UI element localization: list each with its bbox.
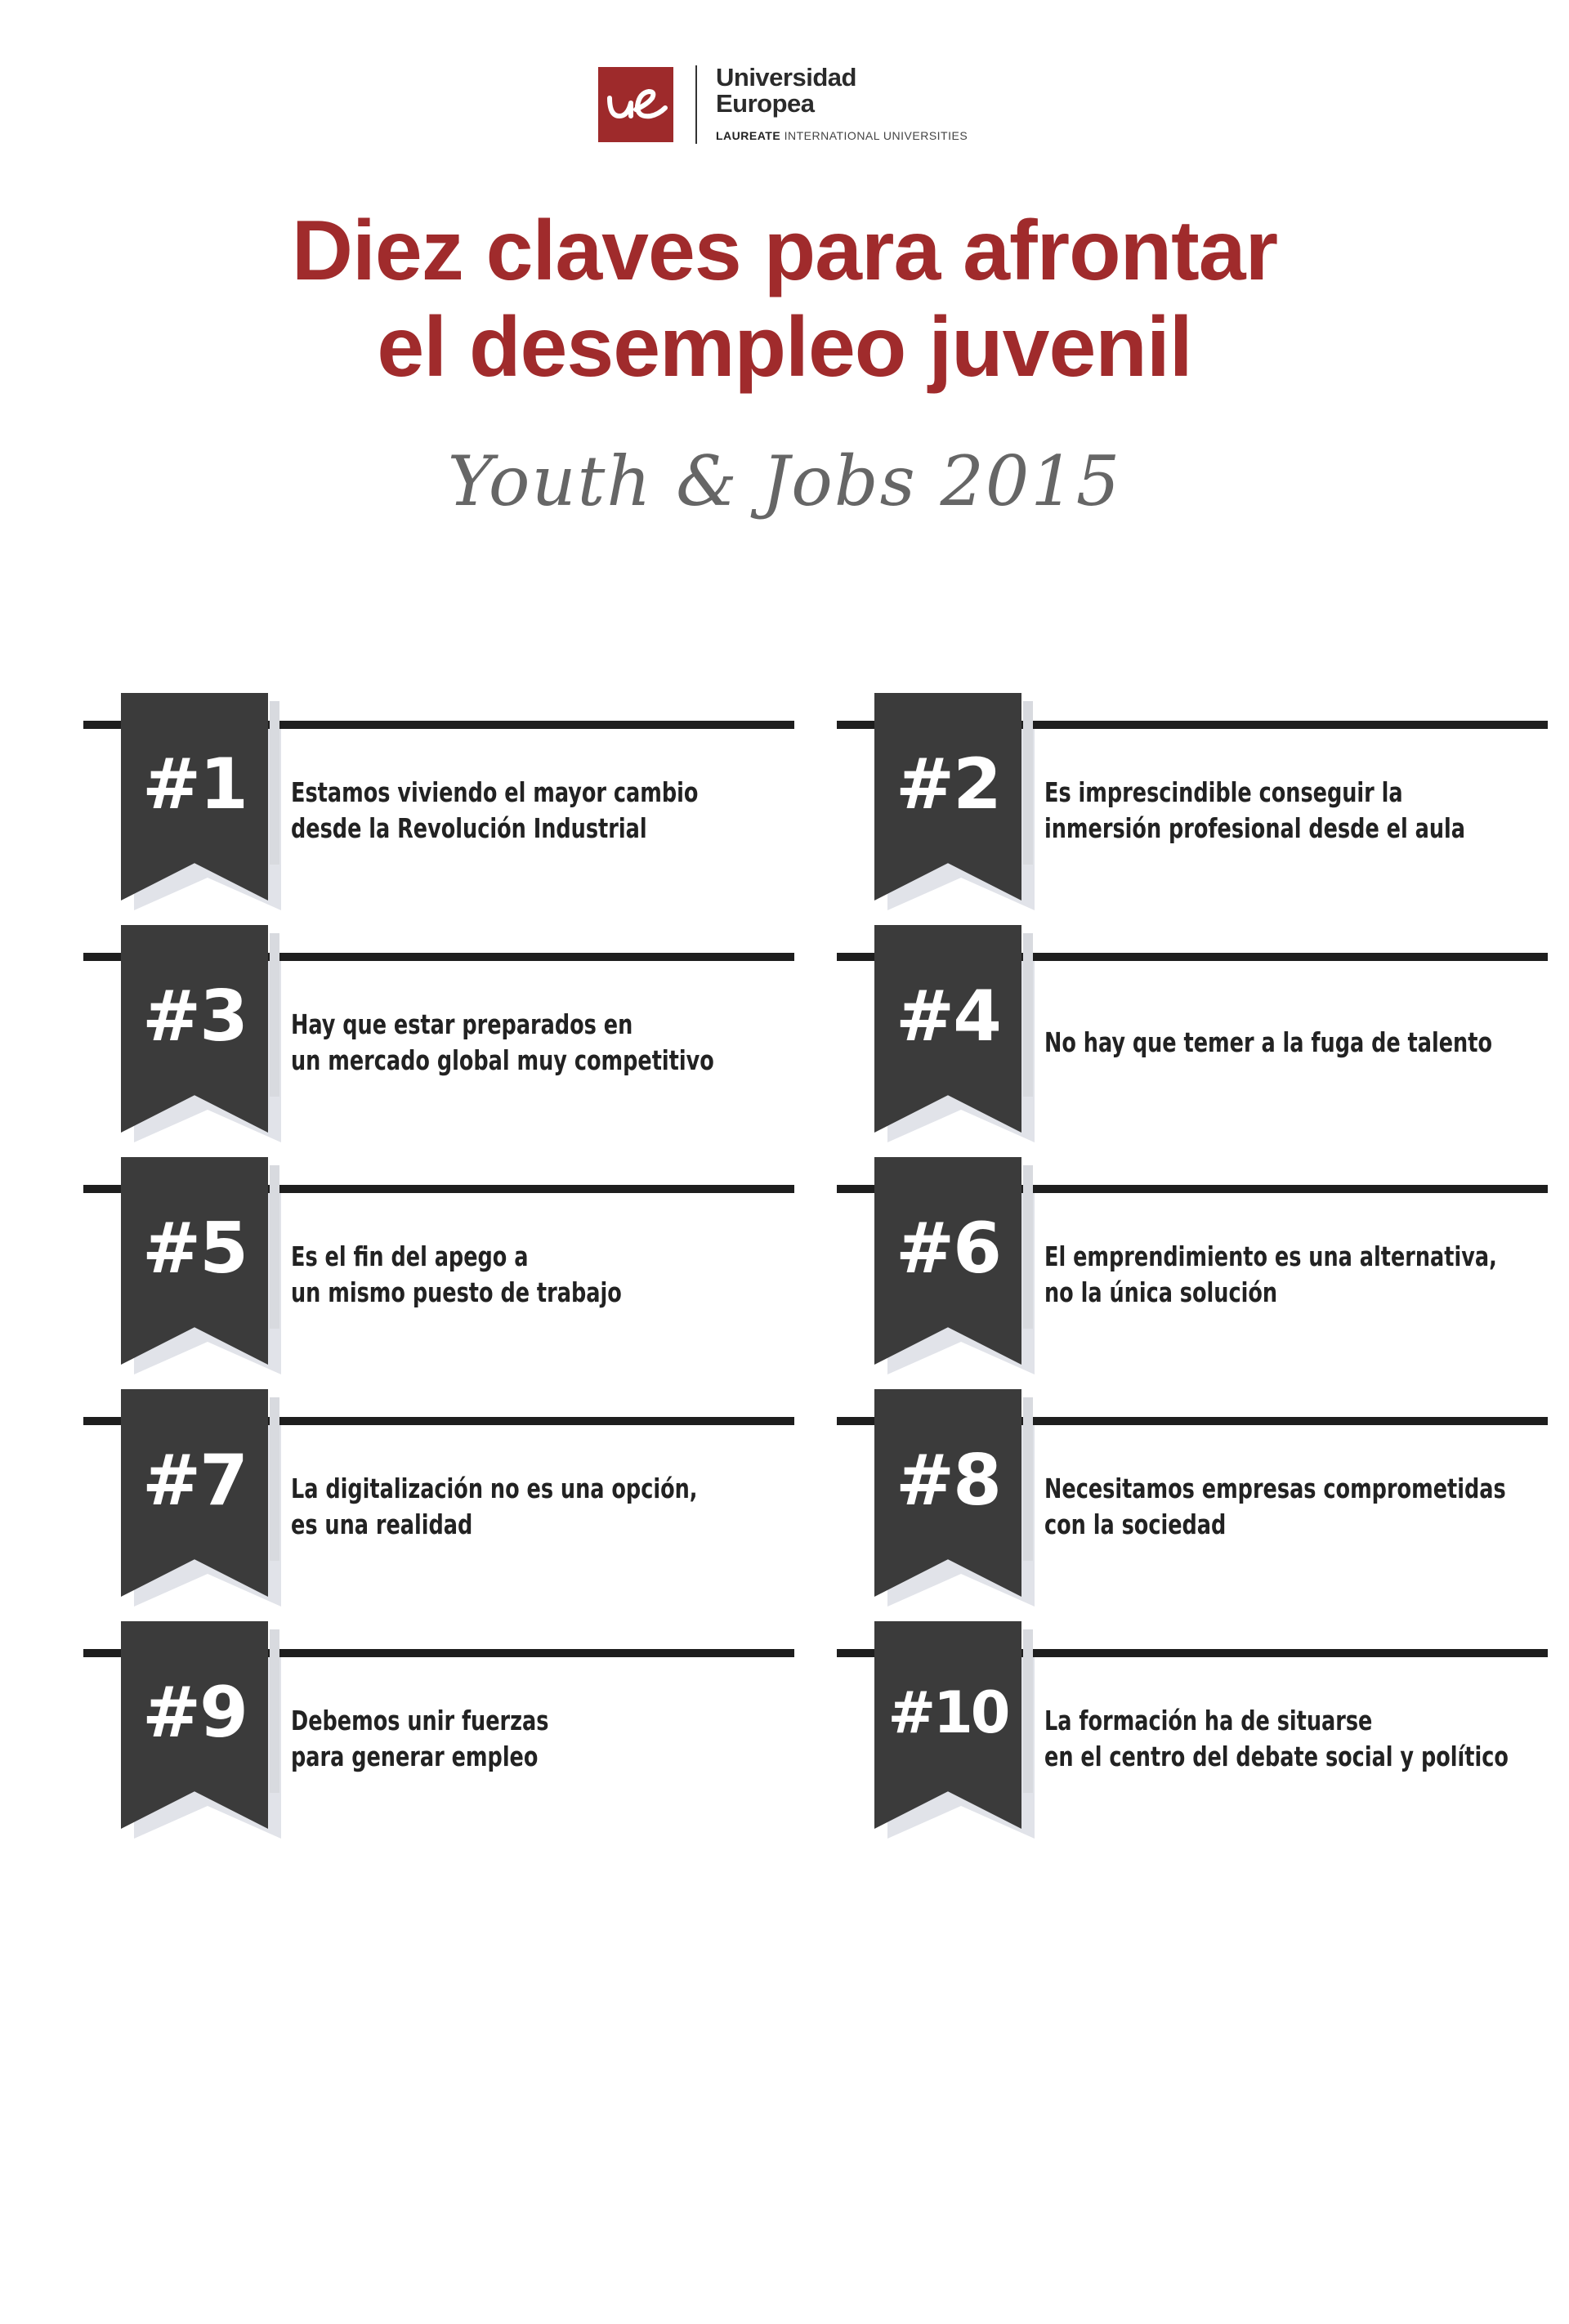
item-text-line: desde la Revolución Industrial [291, 812, 647, 844]
item-text-line: No hay que temer a la fuga de talento [1044, 1026, 1492, 1058]
logo-name-line1: Universidad [716, 63, 856, 92]
item-number: #5 [142, 1208, 247, 1289]
item-text-line: Es imprescindible conseguir la [1044, 776, 1403, 808]
item-text [1044, 1239, 1497, 1311]
item-number: #1 [142, 744, 247, 825]
key-item-6 [837, 1157, 1556, 1386]
ribbon-edge [1023, 701, 1033, 865]
ribbon-edge [1023, 933, 1033, 1097]
key-item-10 [837, 1621, 1556, 1850]
ribbon-edge [270, 933, 279, 1097]
ribbon-edge [1023, 1629, 1033, 1793]
ribbon-edge [270, 1165, 279, 1329]
item-text-line: Debemos unir fuerzas [291, 1705, 549, 1736]
key-item-5 [83, 1157, 802, 1386]
item-text-line: La digitalización no es una opción, [291, 1473, 698, 1504]
item-text-line: para generar empleo [291, 1741, 539, 1772]
key-item-2 [837, 693, 1556, 922]
item-text-line: con la sociedad [1044, 1508, 1227, 1540]
ribbon-edge [1023, 1165, 1033, 1329]
logo-tagline [716, 129, 968, 142]
key-item-7 [83, 1389, 802, 1618]
item-number: #3 [142, 976, 247, 1057]
item-text-line: Estamos viviendo el mayor cambio [291, 776, 699, 808]
logo-name-line2: Europea [716, 89, 815, 118]
item-text [291, 1703, 726, 1775]
item-number: #9 [142, 1672, 247, 1754]
key-item-9 [83, 1621, 802, 1850]
key-item-3 [83, 925, 802, 1154]
logo-tagline-bold: LAUREATE [716, 129, 781, 142]
item-text [291, 775, 726, 847]
item-text [291, 1239, 726, 1311]
ribbon-edge [270, 701, 279, 865]
ue-logo-mark [598, 67, 673, 142]
university-logo [598, 64, 990, 152]
item-text [1044, 775, 1480, 847]
item-text [1044, 1025, 1492, 1061]
item-text-line: Es el fin del apego a [291, 1240, 529, 1272]
item-text-line: un mismo puesto de trabajo [291, 1276, 622, 1308]
item-text-line: no la única solución [1044, 1276, 1278, 1308]
item-text [1044, 1703, 1509, 1775]
event-subtitle: Youth & Jobs 2015 [447, 441, 1122, 521]
item-number: #6 [896, 1208, 1000, 1289]
item-text-line: en el centro del debate social y político [1044, 1741, 1509, 1772]
item-text-line: inmersión profesional desde el aula [1044, 812, 1465, 844]
logo-divider [695, 65, 697, 144]
item-text-line: Necesitamos empresas comprometidas [1044, 1473, 1506, 1504]
item-text-line: El emprendimiento es una alternativa, [1044, 1240, 1497, 1272]
item-number: #2 [896, 744, 1000, 825]
key-item-4 [837, 925, 1556, 1154]
page-title-line2: el desempleo juvenil [377, 300, 1192, 395]
item-number: #4 [896, 976, 1000, 1057]
item-text-line: un mercado global muy competitivo [291, 1044, 714, 1076]
page-title-line1: Diez claves para afrontar [291, 203, 1278, 298]
item-text-line: Hay que estar preparados en [291, 1008, 633, 1040]
ribbon-edge [1023, 1397, 1033, 1561]
key-item-1 [83, 693, 802, 922]
logo-tagline-rest: INTERNATIONAL UNIVERSITIES [784, 129, 968, 142]
item-text [1044, 1471, 1506, 1543]
key-item-8 [837, 1389, 1556, 1618]
ribbon-edge [270, 1397, 279, 1561]
item-text-line: es una realidad [291, 1508, 473, 1540]
item-text [291, 1471, 726, 1543]
item-number: #10 [887, 1679, 1008, 1746]
ue-monogram-icon [598, 67, 673, 142]
ribbon-edge [270, 1629, 279, 1793]
item-text [291, 1007, 726, 1079]
item-number: #7 [142, 1440, 247, 1522]
page-title [0, 203, 1569, 396]
item-number: #8 [896, 1440, 1000, 1522]
item-text-line: La formación ha de situarse [1044, 1705, 1373, 1736]
